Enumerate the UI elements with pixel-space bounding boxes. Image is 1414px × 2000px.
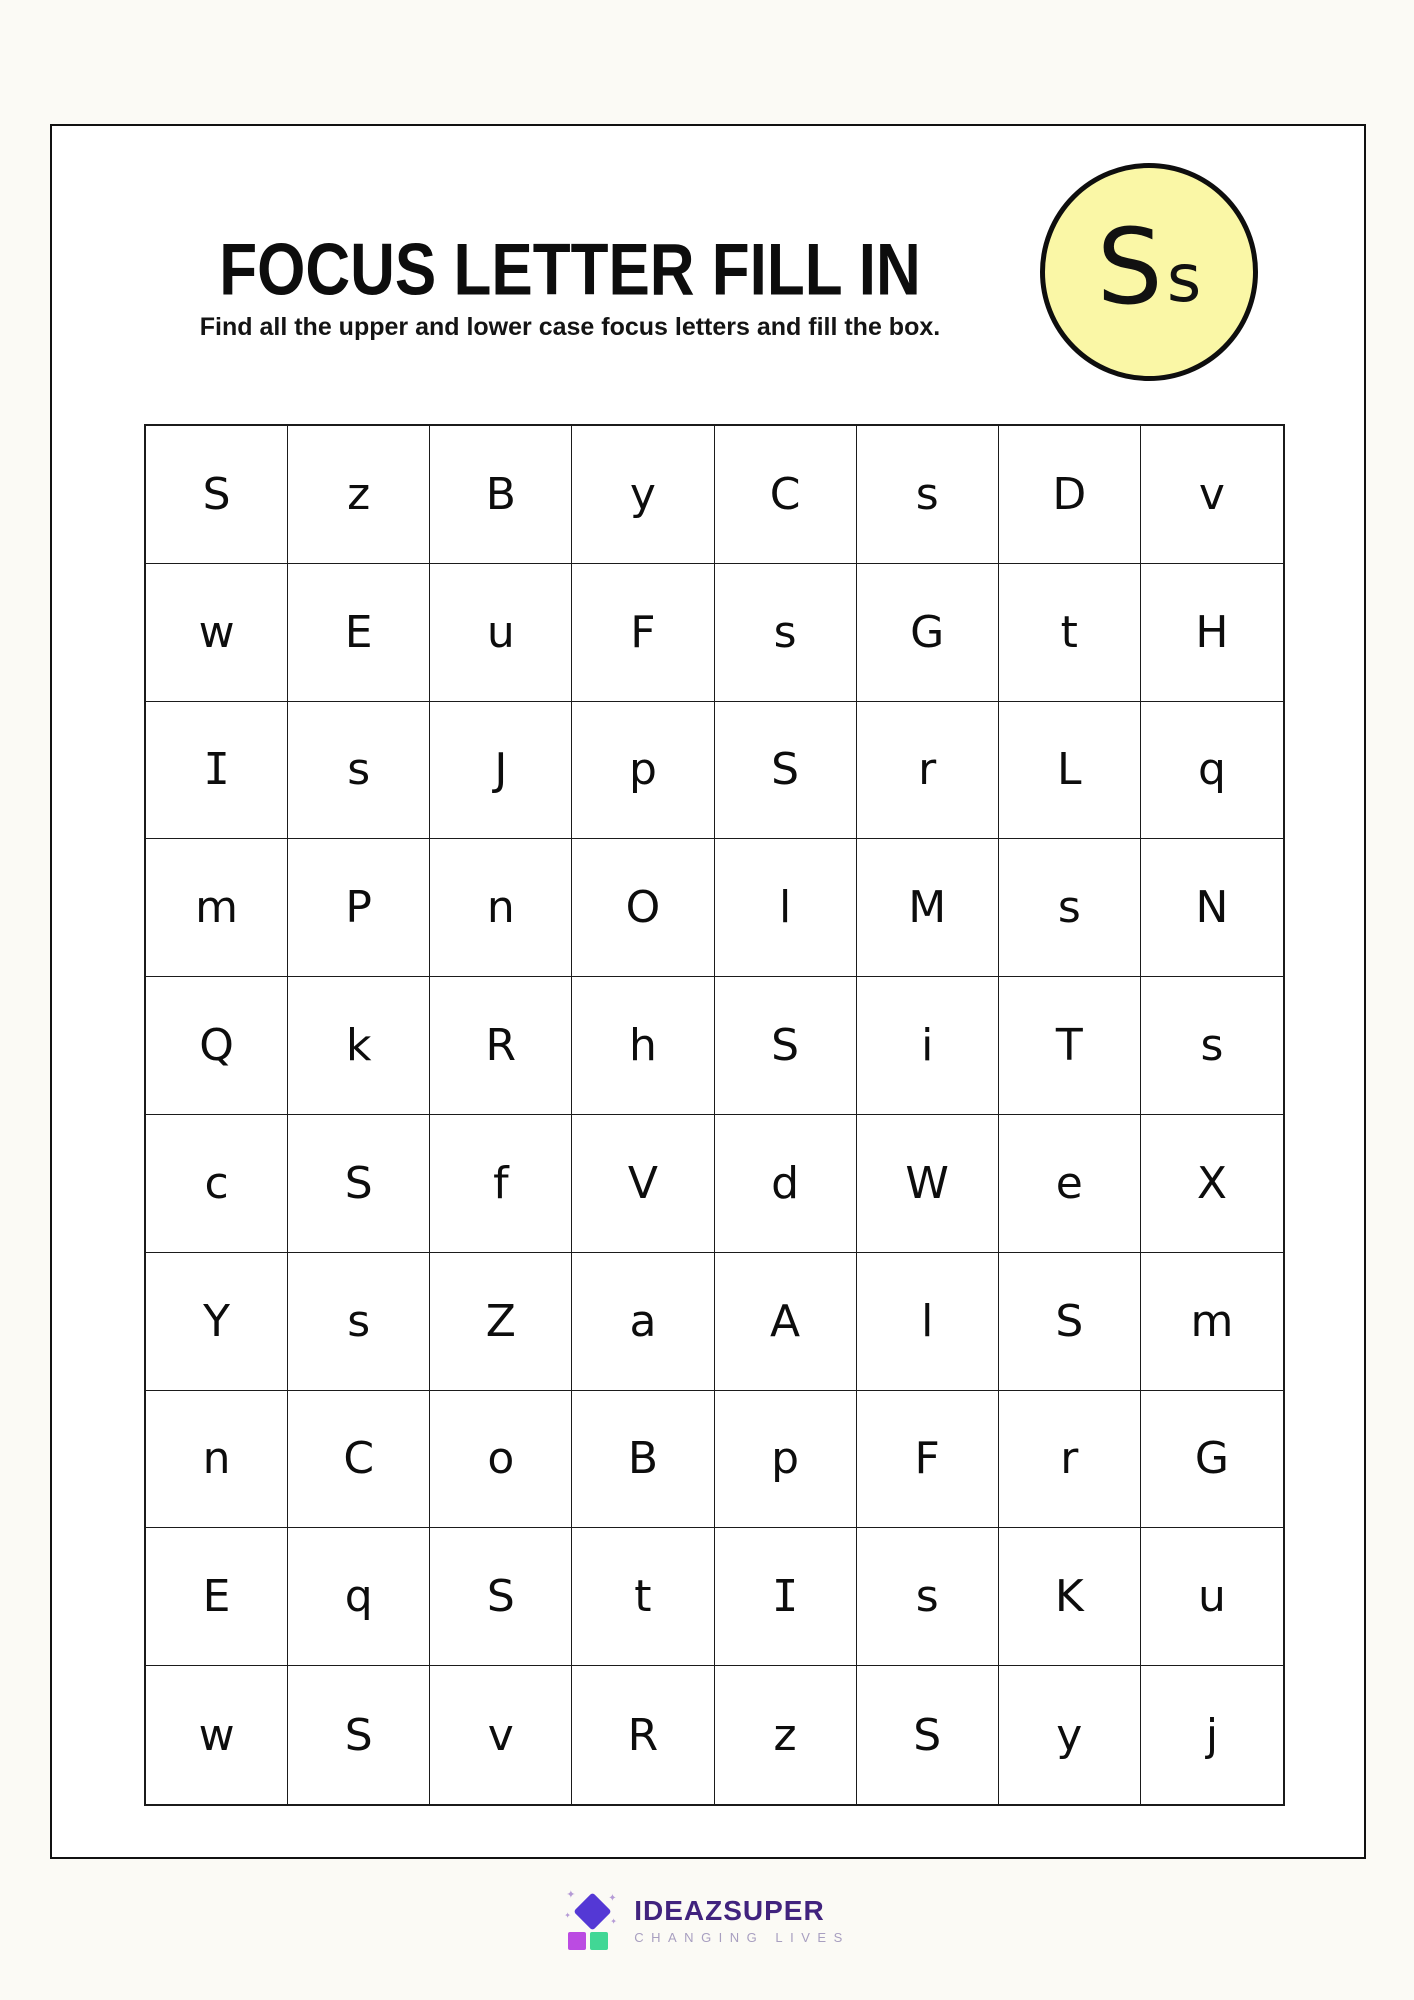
grid-cell[interactable]: t — [999, 564, 1141, 702]
grid-cell[interactable]: z — [715, 1666, 857, 1804]
focus-letter-uppercase: S — [1096, 206, 1163, 328]
page-title: FOCUS LETTER FILL IN — [219, 229, 921, 312]
brand-tagline: CHANGING LIVES — [634, 1930, 850, 1945]
grid-cell[interactable]: d — [715, 1115, 857, 1253]
grid-cell[interactable]: S — [715, 702, 857, 840]
grid-cell[interactable]: Y — [146, 1253, 288, 1391]
grid-cell[interactable]: a — [572, 1253, 714, 1391]
grid-cell[interactable]: w — [146, 1666, 288, 1804]
grid-cell[interactable]: l — [857, 1253, 999, 1391]
grid-cell[interactable]: W — [857, 1115, 999, 1253]
grid-cell[interactable]: n — [430, 839, 572, 977]
grid-cell[interactable]: G — [1141, 1391, 1283, 1529]
grid-cell[interactable]: Q — [146, 977, 288, 1115]
grid-cell[interactable]: S — [857, 1666, 999, 1804]
grid-cell[interactable]: s — [857, 1528, 999, 1666]
grid-cell[interactable]: I — [715, 1528, 857, 1666]
grid-cell[interactable]: k — [288, 977, 430, 1115]
grid-cell[interactable]: B — [430, 426, 572, 564]
grid-cell[interactable]: S — [146, 426, 288, 564]
grid-cell[interactable]: r — [999, 1391, 1141, 1529]
grid-cell[interactable]: M — [857, 839, 999, 977]
brand-name: IDEAZSUPER — [634, 1895, 825, 1926]
grid-cell[interactable]: A — [715, 1253, 857, 1391]
grid-cell[interactable]: c — [146, 1115, 288, 1253]
grid-cell[interactable]: e — [999, 1115, 1141, 1253]
grid-cell[interactable]: T — [999, 977, 1141, 1115]
grid-cell[interactable]: L — [999, 702, 1141, 840]
grid-cell[interactable]: y — [999, 1666, 1141, 1804]
grid-cell[interactable]: r — [857, 702, 999, 840]
grid-cell[interactable]: S — [715, 977, 857, 1115]
grid-cell[interactable]: t — [572, 1528, 714, 1666]
brand-text-block — [634, 1897, 850, 1945]
grid-cell[interactable]: F — [572, 564, 714, 702]
brand-logo-icon — [564, 1890, 620, 1952]
grid-cell[interactable]: S — [999, 1253, 1141, 1391]
grid-cell[interactable]: p — [572, 702, 714, 840]
grid-cell[interactable]: w — [146, 564, 288, 702]
grid-cell[interactable]: u — [430, 564, 572, 702]
grid-cell[interactable]: B — [572, 1391, 714, 1529]
grid-cell[interactable]: R — [430, 977, 572, 1115]
grid-cell[interactable]: N — [1141, 839, 1283, 977]
grid-cell[interactable]: I — [146, 702, 288, 840]
page-subtitle: Find all the upper and lower case focus letters and fill the box. — [199, 313, 941, 341]
grid-cell[interactable]: F — [857, 1391, 999, 1529]
grid-cell[interactable]: X — [1141, 1115, 1283, 1253]
grid-cell[interactable]: V — [572, 1115, 714, 1253]
grid-cell[interactable]: E — [288, 564, 430, 702]
grid-cell[interactable]: q — [1141, 702, 1283, 840]
grid-cell[interactable]: G — [857, 564, 999, 702]
sparkle-icon: ✦ — [564, 1911, 571, 1920]
grid-cell[interactable]: O — [572, 839, 714, 977]
grid-cell[interactable]: S — [288, 1115, 430, 1253]
footer-logo — [0, 1890, 1414, 1952]
grid-cell[interactable]: m — [146, 839, 288, 977]
grid-cell[interactable]: s — [715, 564, 857, 702]
squares-icon — [568, 1932, 608, 1950]
grid-cell[interactable]: E — [146, 1528, 288, 1666]
grid-cell[interactable]: n — [146, 1391, 288, 1529]
grid-cell[interactable]: z — [288, 426, 430, 564]
grid-cell[interactable]: S — [288, 1666, 430, 1804]
grid-cell[interactable]: J — [430, 702, 572, 840]
focus-letter-lowercase: s — [1166, 240, 1202, 317]
green-square-icon — [590, 1932, 608, 1950]
grid-cell[interactable]: Z — [430, 1253, 572, 1391]
focus-letter-badge — [1040, 163, 1258, 381]
grid-cell[interactable]: S — [430, 1528, 572, 1666]
grid-cell[interactable]: y — [572, 426, 714, 564]
grid-cell[interactable]: s — [999, 839, 1141, 977]
sparkle-icon: ✦ — [608, 1893, 617, 1904]
grid-cell[interactable]: v — [1141, 426, 1283, 564]
grid-cell[interactable]: f — [430, 1115, 572, 1253]
grid-cell[interactable]: l — [715, 839, 857, 977]
grid-cell[interactable]: j — [1205, 1709, 1219, 1761]
grid-cell[interactable]: P — [288, 839, 430, 977]
grid-cell[interactable]: v — [430, 1666, 572, 1804]
grid-cell[interactable]: m — [1141, 1253, 1283, 1391]
grid-cell[interactable]: H — [1141, 564, 1283, 702]
grid-cell[interactable]: o — [430, 1391, 572, 1529]
grid-cell[interactable]: h — [572, 977, 714, 1115]
grid-cell[interactable]: s — [857, 426, 999, 564]
grid-cell[interactable]: q — [288, 1528, 430, 1666]
grid-cell[interactable]: D — [999, 426, 1141, 564]
grid-cell[interactable]: i — [857, 977, 999, 1115]
sparkle-icon: ✦ — [566, 1889, 576, 1901]
diamond-icon — [574, 1892, 612, 1930]
grid-cell[interactable]: C — [715, 426, 857, 564]
grid-cell[interactable]: C — [288, 1391, 430, 1529]
sparkle-icon: ✦ — [610, 1917, 617, 1926]
letter-grid — [144, 424, 1285, 1806]
grid-cell[interactable]: K — [999, 1528, 1141, 1666]
grid-cell[interactable]: R — [572, 1666, 714, 1804]
grid-cell[interactable]: u — [1141, 1528, 1283, 1666]
purple-square-icon — [568, 1932, 586, 1950]
grid-cell[interactable]: s — [288, 702, 430, 840]
grid-cell[interactable]: p — [715, 1391, 857, 1529]
grid-cell[interactable]: s — [1141, 977, 1283, 1115]
grid-cell[interactable]: s — [288, 1253, 430, 1391]
